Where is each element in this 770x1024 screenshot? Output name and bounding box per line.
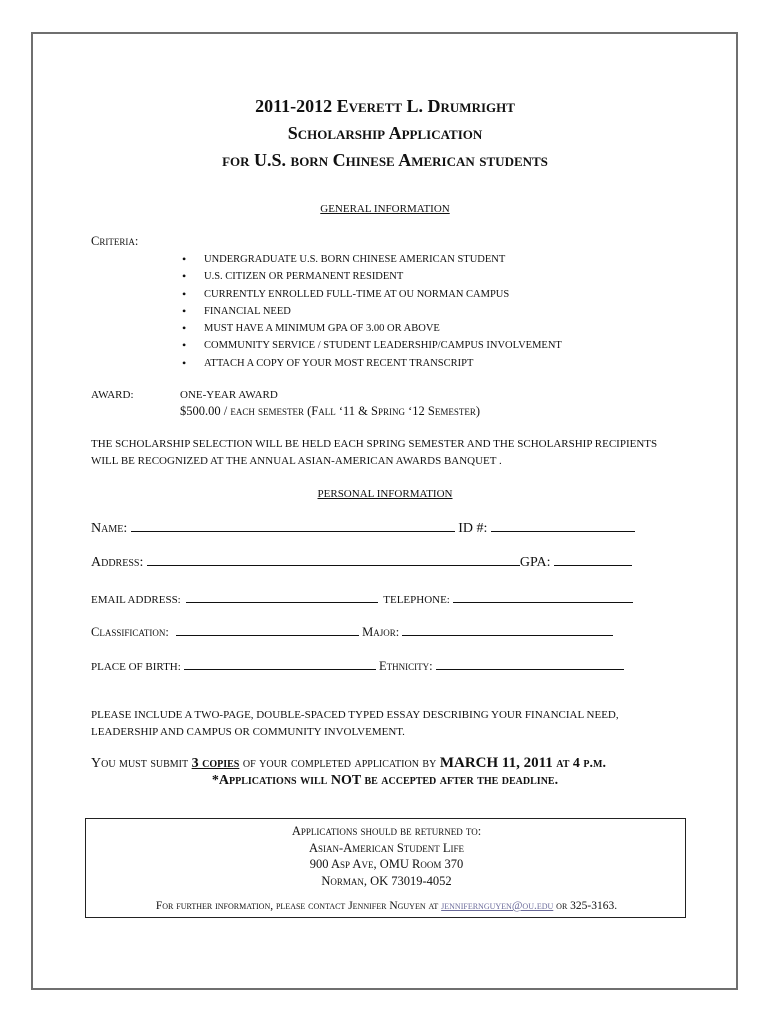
warning-after: be accepted after the deadline. — [364, 773, 559, 788]
return-instruction: Applications should be returned to: — [291, 824, 482, 838]
bullet-icon: • — [182, 269, 187, 284]
criteria-list — [180, 251, 562, 372]
email-field-row — [91, 590, 633, 606]
id-label: ID #: — [458, 521, 488, 536]
return-address-box — [85, 818, 686, 918]
major-label: Major: — [362, 625, 400, 639]
deadline-date: MARCH 11, 2011 — [439, 755, 553, 771]
contact-suffix: or 325-3163. — [556, 900, 618, 912]
bullet-icon: • — [182, 338, 187, 353]
warning-not: NOT — [330, 773, 361, 788]
submit-prefix: You must submit — [91, 756, 189, 771]
bullet-icon: • — [182, 303, 187, 318]
name-input-line[interactable] — [131, 519, 455, 532]
criteria-label: Criteria: — [91, 234, 139, 248]
contact-line — [86, 900, 687, 912]
document-title-line3: for U.S. born Chinese American students — [222, 150, 548, 170]
deadline-warning — [0, 773, 770, 789]
telephone-input-line[interactable] — [453, 590, 633, 603]
ethnicity-label: Ethnicity: — [379, 659, 433, 673]
award-label: AWARD: — [91, 389, 134, 401]
criteria-item: • MUST HAVE A MINIMUM GPA OF 3.00 OR ABOVE — [180, 320, 562, 337]
gpa-label: GPA: — [519, 555, 551, 570]
bullet-icon: • — [182, 286, 187, 301]
criteria-item: • U.S. CITIZEN OR PERMANENT RESIDENT — [180, 268, 562, 285]
deadline-time: 4 p.m. — [572, 756, 606, 771]
deadline-at: at — [556, 756, 570, 771]
essay-instructions-line1: PLEASE INCLUDE A TWO-PAGE, DOUBLE-SPACED TYPED ESSAY DESCRIBING YOUR FINANCIAL NEED, — [91, 709, 619, 721]
selection-text-line1: THE SCHOLARSHIP SELECTION WILL BE HELD EACH SPRING SEMESTER AND THE SCHOLARSHIP RECIPIENTS — [91, 438, 658, 450]
award-duration: ONE-YEAR AWARD — [180, 389, 278, 401]
criteria-item: • CURRENTLY ENROLLED FULL-TIME AT OU NORMAN CAMPUS — [180, 286, 562, 303]
essay-instructions-line2: LEADERSHIP AND CAMPUS OR COMMUNITY INVOLVEMENT. — [91, 726, 405, 738]
city-state-zip: Norman, OK 73019-4052 — [321, 874, 452, 888]
criteria-item: • UNDERGRADUATE U.S. BORN CHINESE AMERICAN STUDENT — [180, 251, 562, 268]
place-of-birth-label: PLACE OF BIRTH: — [91, 661, 181, 673]
street-address: 900 Asp Ave, OMU Room 370 — [309, 857, 464, 871]
office-name: Asian-American Student Life — [308, 841, 465, 855]
contact-email-link[interactable]: jennifernguyen@ou.edu — [441, 900, 554, 912]
email-label: EMAIL ADDRESS: — [91, 594, 181, 606]
classification-field-row — [91, 623, 613, 640]
submission-deadline — [91, 755, 606, 772]
bullet-icon: • — [182, 321, 187, 336]
bullet-icon: • — [182, 252, 187, 266]
telephone-label: TELEPHONE: — [383, 594, 450, 606]
bullet-icon: • — [182, 355, 187, 370]
classification-label: Classification: — [91, 625, 169, 639]
contact-prefix: For further information, please contact Jennifer Nguyen at — [155, 900, 439, 912]
address-field-row — [91, 553, 632, 571]
address-input-line[interactable] — [147, 553, 520, 566]
ethnicity-input-line[interactable] — [436, 657, 624, 670]
warning-before: *Applications will — [211, 773, 328, 788]
major-input-line[interactable] — [402, 623, 613, 636]
criteria-item: • ATTACH A COPY OF YOUR MOST RECENT TRANSCRIPT — [180, 355, 562, 372]
general-information-heading: GENERAL INFORMATION — [320, 203, 450, 215]
name-field-row — [91, 519, 635, 537]
classification-input-line[interactable] — [176, 623, 359, 636]
place-of-birth-input-line[interactable] — [184, 657, 376, 670]
gpa-input-line[interactable] — [554, 553, 632, 566]
name-label: Name: — [91, 521, 128, 536]
birthplace-field-row — [91, 657, 624, 674]
id-input-line[interactable] — [491, 519, 635, 532]
criteria-item: • FINANCIAL NEED — [180, 303, 562, 320]
email-input-line[interactable] — [186, 590, 378, 603]
personal-information-heading: PERSONAL INFORMATION — [317, 488, 453, 500]
copies-count: 3 copies — [191, 756, 240, 771]
address-label: Address: — [91, 555, 144, 570]
criteria-item: • COMMUNITY SERVICE / STUDENT LEADERSHIP/CAMPUS INVOLVEMENT — [180, 337, 562, 354]
document-title-line1: 2011-2012 Everett L. Drumright — [255, 96, 515, 116]
selection-text-line2: WILL BE RECOGNIZED AT THE ANNUAL ASIAN-AMERICAN AWARDS BANQUET . — [91, 455, 502, 467]
submit-middle: of your completed application by — [242, 756, 437, 771]
award-amount: $500.00 / each semester (Fall ‘11 & Spring ‘12 Semester) — [180, 404, 480, 418]
document-title-line2: Scholarship Application — [287, 123, 483, 143]
